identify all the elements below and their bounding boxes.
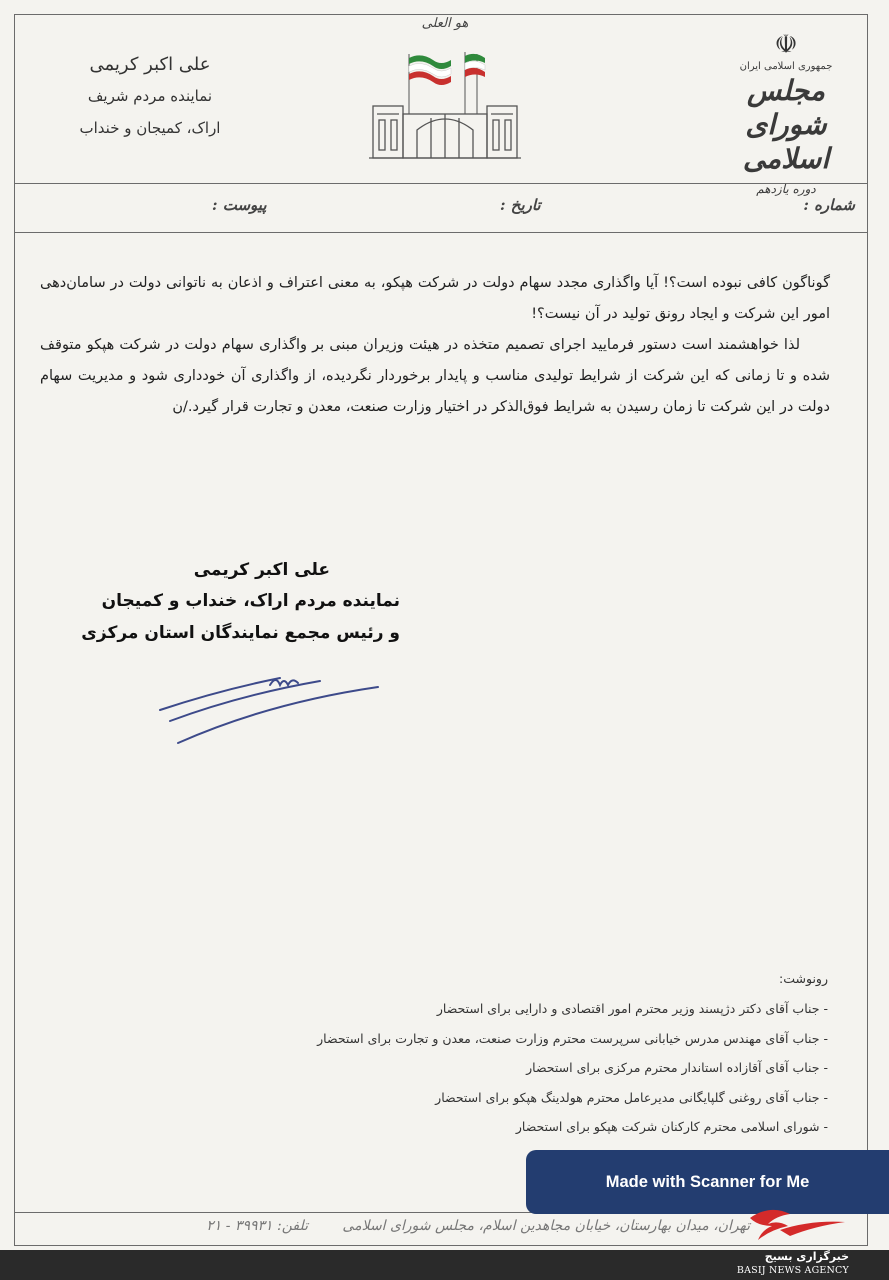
basmala: هو العلی (421, 16, 469, 31)
cc-item: - جناب آقای مهندس مدرس خیابانی سرپرست محترم وزارت صنعت، معدن و تجارت برای استحضار (317, 1030, 828, 1046)
body-paragraph-2: لذا خواهشمند است دستور فرمایید اجرای تصمیم متخذه در هیئت وزیران مبنی بر واگذاری سهام دولت در شرکت هپکو متوقف شده و تا زمانی که این شرکت از شرایط تولیدی مناسب و پایدار برخوردار نگردیده، از واگذاری آن خودداری شود و مدیریت سهام دولت در این شرکت تا زمان رسیدن به شرایط فوق‌الذکر در اختیار وزارت صنعت، معدن و تجارت قرار گیرد./ن (40, 337, 830, 415)
majlis-logo (731, 30, 841, 196)
signatory-name: علی اکبر کریمی (193, 560, 330, 580)
cc-item: - جناب آقای آقازاده استاندار محترم مرکزی برای استحضار (526, 1060, 828, 1075)
parliament-building-illustration (365, 14, 525, 164)
footer-address: تهران، میدان بهارستان، خیابان مجاهدین اسلام، مجلس شورای اسلامی (342, 1218, 750, 1234)
sender-role: نماینده مردم شریف (87, 87, 213, 105)
scanner-banner-text: Made with Scanner for Me (605, 1172, 810, 1191)
signature-block (60, 555, 400, 649)
sender-block (50, 50, 250, 144)
body-paragraph-1: گوناگون کافی نبوده است؟! آیا واگذاری مجدد سهام دولت در شرکت هپکو، به معنی اعتراف و اذعان به ناتوانی دولت در سامان‌دهی امور این شرکت و ایجاد رونق تولید در آن نیست؟! (40, 275, 830, 322)
footer-phone: تلفن: ۳۹۹۳۱ - ۲۱ (206, 1218, 308, 1234)
signatory-title: نماینده مردم اراک، خنداب و کمیجان (101, 591, 400, 611)
meta-divider (14, 232, 868, 233)
attachment-label: پیوست : (212, 196, 267, 214)
signatory-subtitle: و رئیس مجمع نمایندگان استان مرکزی (81, 623, 400, 643)
majlis-country: جمهوری اسلامی ایران (739, 61, 833, 72)
majlis-term: دوره یازدهم (756, 182, 816, 196)
handwritten-signature (150, 655, 380, 755)
date-label: تاریخ : (500, 196, 541, 214)
letter-body (40, 268, 830, 423)
number-label: شماره : (803, 196, 855, 214)
majlis-title: مجلس شورای اسلامی (742, 74, 830, 175)
sender-region: اراک، کمیجان و خنداب (79, 119, 221, 137)
footer-address-line (150, 1218, 750, 1234)
sender-name: علی اکبر کریمی (89, 54, 211, 75)
cc-item: - جناب آقای دکتر دژپسند وزیر محترم امور اقتصادی و دارایی برای استحضار (436, 1001, 828, 1016)
parliament-building-icon (365, 14, 525, 164)
iran-emblem-icon: ☫ (774, 30, 798, 60)
agency-name-fa: خبرگزاری بسیج (764, 1250, 849, 1263)
cc-item: - شورای اسلامی محترم کارکنان شرکت هپکو برای استحضار (515, 1119, 828, 1134)
cc-heading: رونوشت: (779, 971, 828, 986)
basij-news-logo-icon (740, 1200, 850, 1256)
agency-name-en: BASIJ NEWS AGENCY (736, 1265, 849, 1276)
cc-item: - جناب آقای روغنی گلپایگانی مدیرعامل محترم هولدینگ هپکو برای استحضار (435, 1089, 828, 1105)
cc-list (220, 968, 828, 1142)
